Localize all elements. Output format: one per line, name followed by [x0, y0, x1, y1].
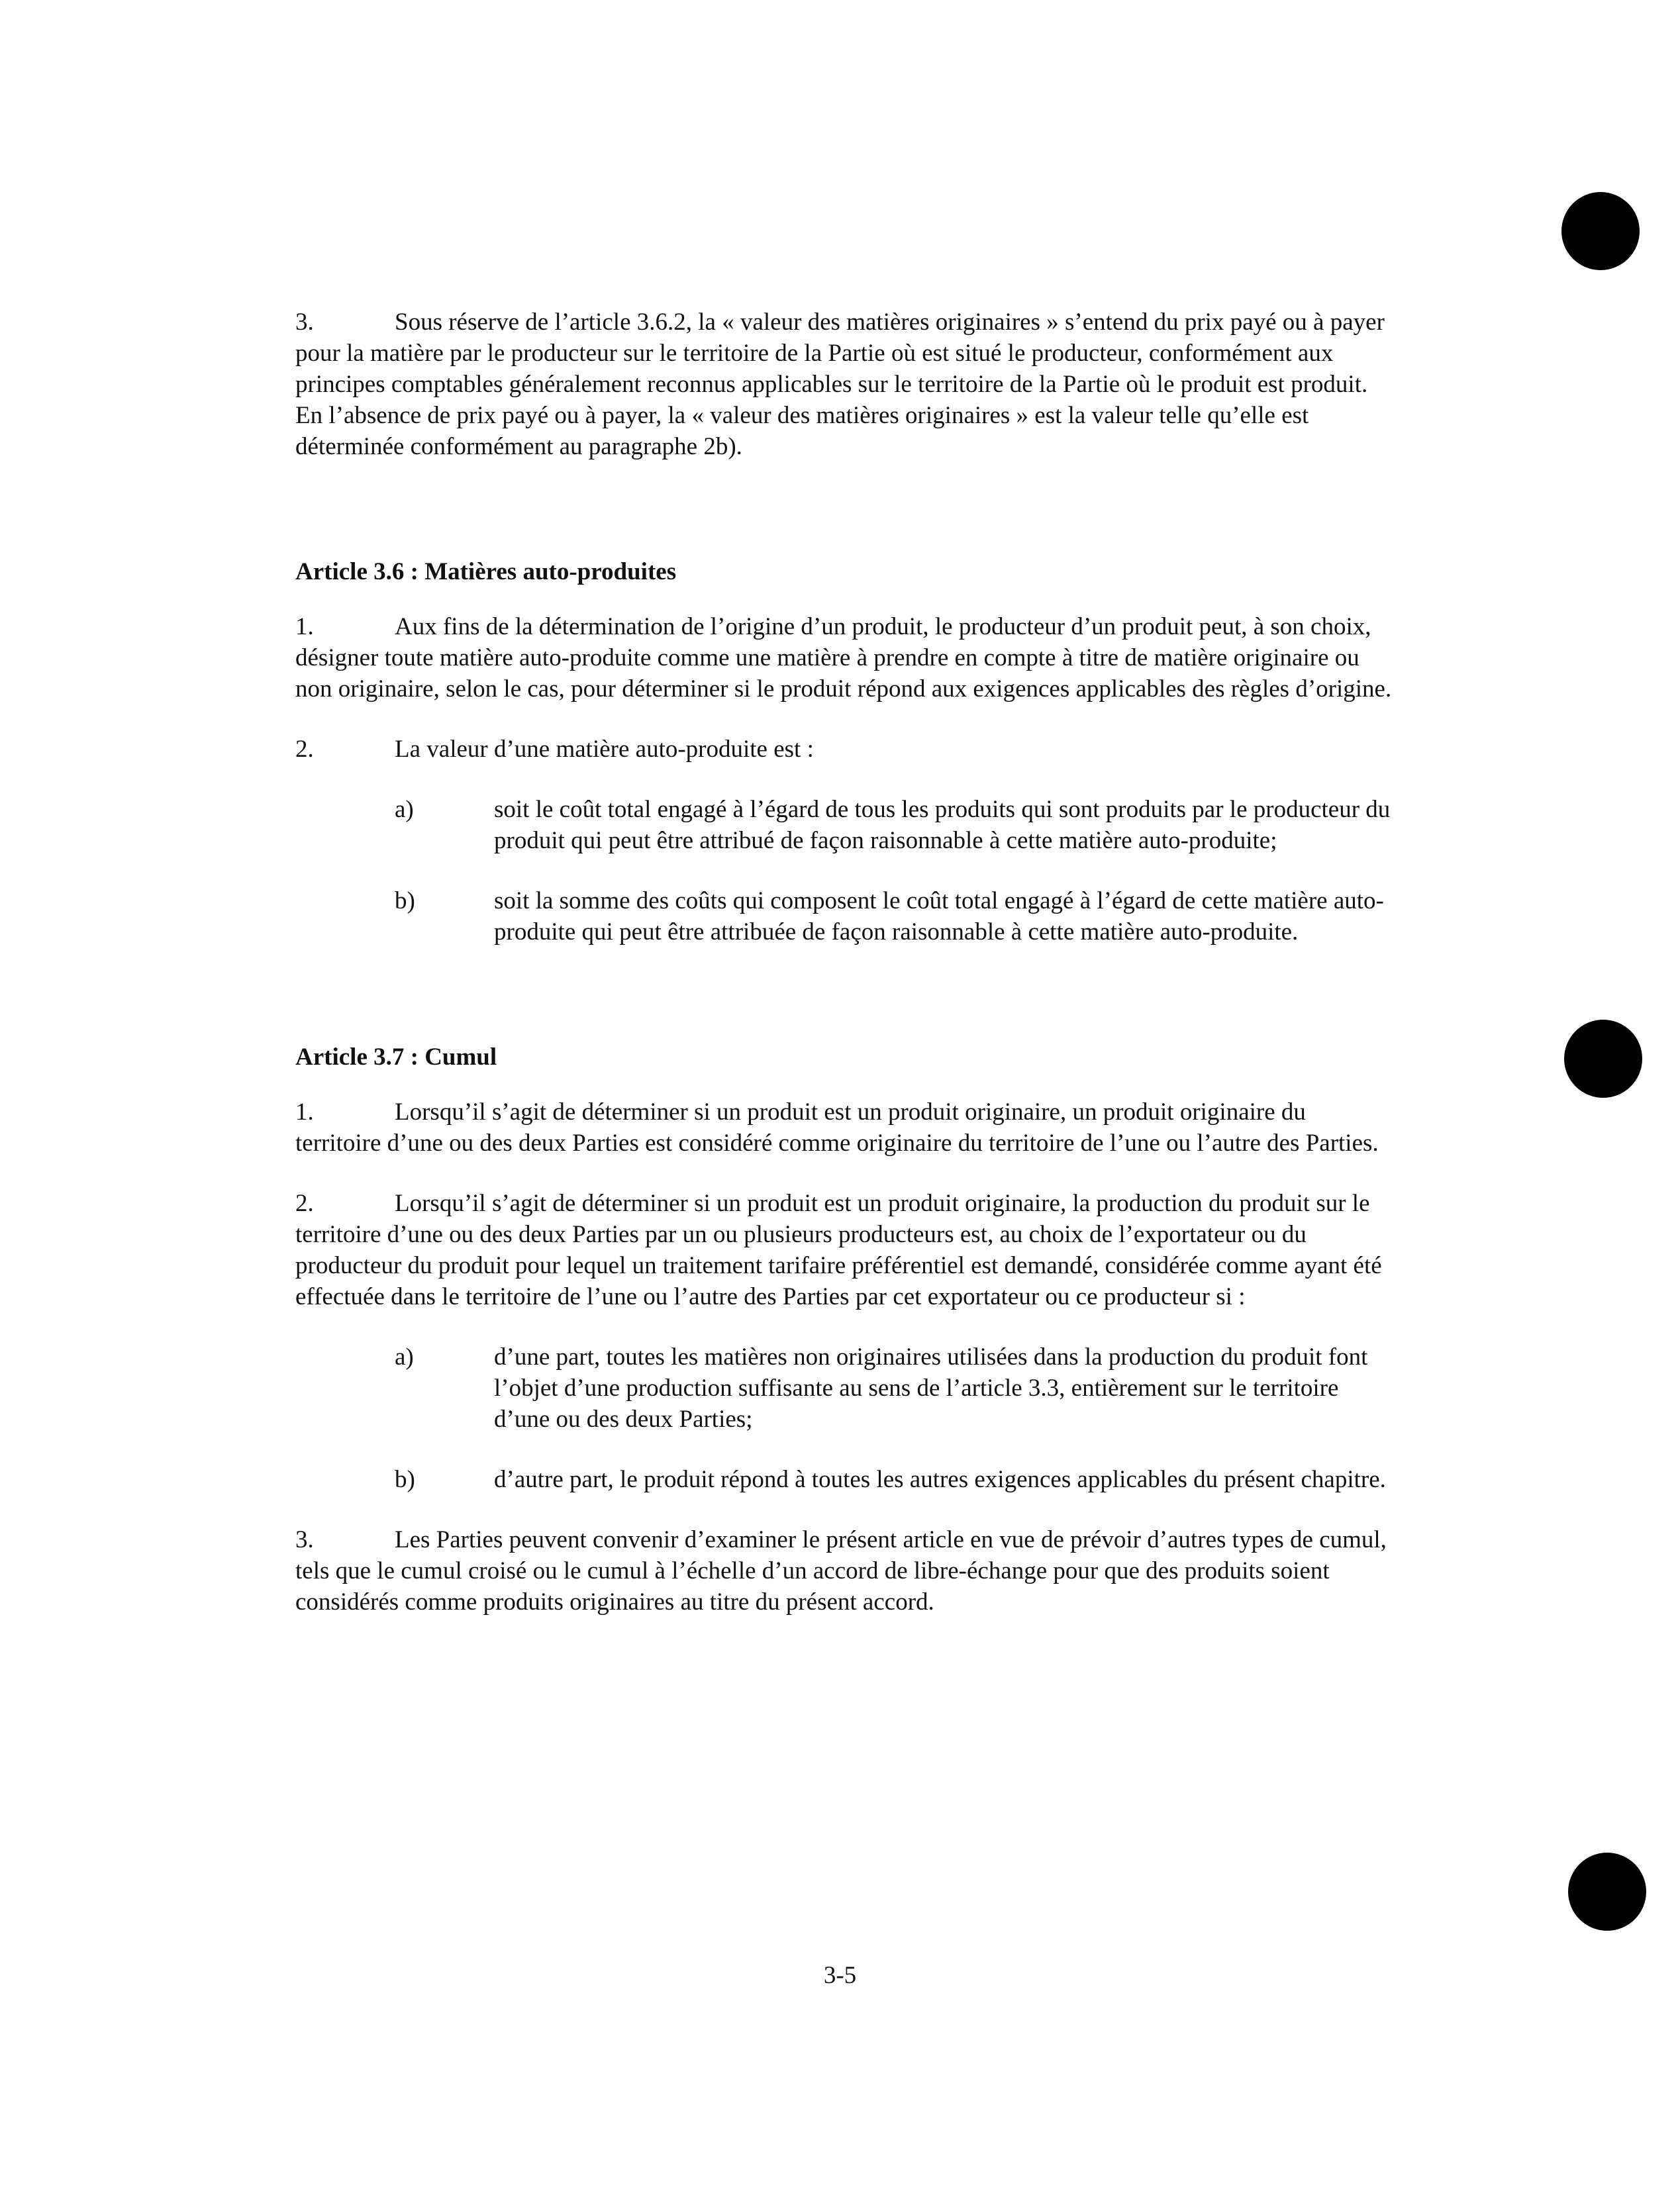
paragraph-text: Sous réserve de l’article 3.6.2, la « valeur des matières originaires » s’entend du prix payé ou à payer pour la matière par le producteur sur le territoire de la Partie où est situé le producteur, conformément aux principes comptables généralement reconnus applicables sur le territoire de la Partie où le produit est produit. En l’absence de prix payé ou à payer, la « valeur des matières originaires » est la valeur telle qu’elle est déterminée conformément au paragraphe 2b). — [295, 309, 1385, 460]
article-3-6-paragraph-1 — [295, 611, 1395, 705]
paragraph-text: Lorsqu’il s’agit de déterminer si un produit est un produit originaire, la production du produit sur le territoire d’une ou des deux Parties par un ou plusieurs producteurs est, au choix de l’exportateur ou du producteur du produit pour lequel un traitement tarifaire préférentiel est demandé, considérée comme ayant été effectuée dans le territoire de l’une ou l’autre des Parties par cet exportateur ou ce producteur si : — [295, 1190, 1382, 1310]
paragraph-text: Les Parties peuvent convenir d’examiner le présent article en vue de prévoir d’autres types de cumul, tels que le cumul croisé ou le cumul à l’échelle d’un accord de libre-échange pour que des produits soient considérés comme produits originaires au titre du présent accord. — [295, 1526, 1387, 1616]
paragraph-number: 3. — [295, 309, 314, 336]
paragraph-text: La valeur d’une matière auto-produite est : — [395, 736, 814, 763]
paragraph-number: 2. — [295, 736, 314, 763]
paragraph-text: Lorsqu’il s’agit de déterminer si un produit est un produit originaire, un produit originaire du territoire d’une ou des deux Parties est considéré comme originaire du territoire de l’une ou l’autre des Parties. — [295, 1098, 1379, 1157]
punch-hole-top — [1561, 192, 1640, 270]
paragraph-3 — [295, 307, 1395, 462]
item-label: b) — [395, 887, 415, 914]
document-body — [295, 307, 1395, 1618]
article-3-6-heading: Article 3.6 : Matières auto-produites — [295, 558, 677, 585]
article-3-7-paragraph-3 — [295, 1524, 1395, 1618]
article-3-7-item-b — [295, 1464, 1395, 1495]
article-3-7-paragraph-2 — [295, 1188, 1395, 1312]
article-3-7-heading: Article 3.7 : Cumul — [295, 1044, 497, 1071]
paragraph-number: 1. — [295, 1098, 314, 1126]
paragraph-number: 1. — [295, 613, 314, 640]
item-text: soit le coût total engagé à l’égard de tous les produits qui sont produits par le producteur du produit qui peut être attribué de façon raisonnable à cette matière auto-produite; — [494, 796, 1391, 854]
item-label: b) — [395, 1466, 415, 1493]
punch-hole-bottom — [1568, 1853, 1646, 1931]
item-label: a) — [395, 796, 414, 823]
paragraph-text: Aux fins de la détermination de l’origine d’un produit, le producteur d’un produit peut, à son choix, désigner toute matière auto-produite comme une matière à prendre en compte à titre de matière originaire ou non originaire, selon le cas, pour déterminer si le produit répond aux exigences applicables des règles d’origine. — [295, 613, 1392, 703]
paragraph-number: 3. — [295, 1526, 314, 1553]
article-3-7-item-a — [295, 1341, 1395, 1435]
page-number: 3-5 — [823, 1962, 857, 1989]
article-3-7-paragraph-1 — [295, 1096, 1395, 1159]
item-text: d’une part, toutes les matières non originaires utilisées dans la production du produit font l’objet d’une production suffisante au sens de l’article 3.3, entièrement sur le territoire d’une ou des deux Parties; — [494, 1343, 1368, 1433]
item-text: soit la somme des coûts qui composent le coût total engagé à l’égard de cette matière auto-produite qui peut être attribuée de façon raisonnable à cette matière auto-produite. — [494, 887, 1384, 946]
article-3-6-item-a — [295, 794, 1395, 856]
item-label: a) — [395, 1343, 414, 1371]
paragraph-number: 2. — [295, 1190, 314, 1217]
item-text: d’autre part, le produit répond à toutes les autres exigences applicables du présent chapitre. — [494, 1466, 1386, 1493]
article-3-6-paragraph-2 — [295, 734, 1395, 765]
punch-hole-middle — [1564, 1020, 1642, 1098]
article-3-6-item-b — [295, 885, 1395, 948]
